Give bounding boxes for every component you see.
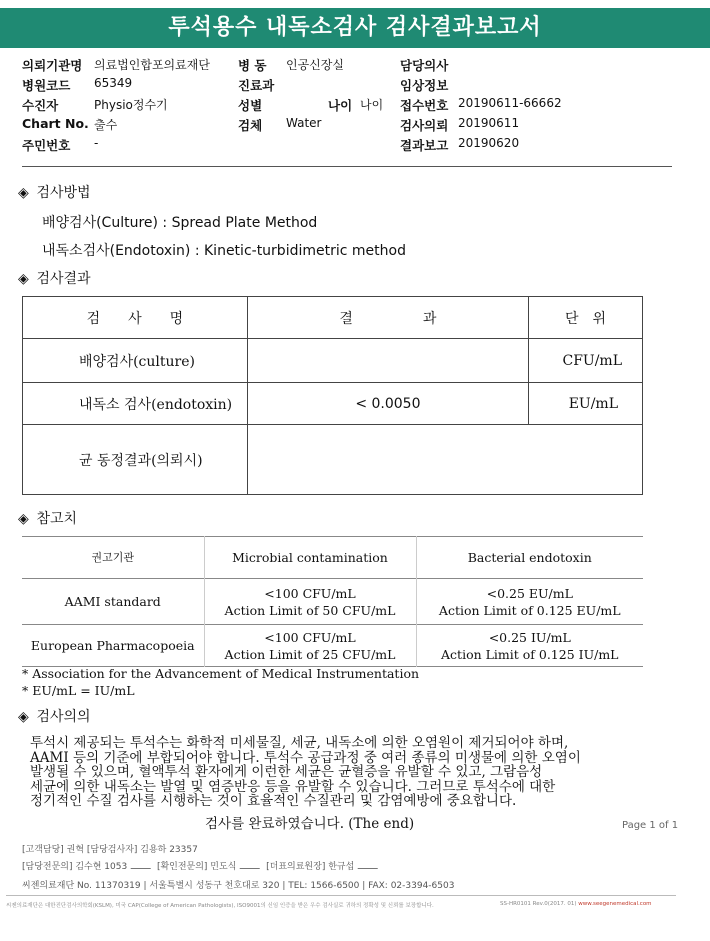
org-cell: European Pharmacopoeia <box>30 638 195 653</box>
specimen-value: Water <box>286 116 322 130</box>
info-row-rrn <box>22 136 692 154</box>
age-label: 나이 <box>328 98 353 113</box>
chart-label: Chart No. <box>22 116 89 131</box>
rrn-label: 주민번호 <box>22 138 71 153</box>
diamond-bullet-icon: ◈ <box>18 709 29 725</box>
reference-note-aami: * Association for the Advancement of Medical Instrumentation <box>22 666 420 681</box>
reference-heading-text: 참고치 <box>36 511 78 527</box>
signature-icon <box>358 861 381 869</box>
receipt-label: 접수번호 <box>400 98 449 113</box>
col-result: 결 과 <box>247 297 528 339</box>
hospital-code-label: 병원코드 <box>22 78 71 93</box>
diamond-bullet-icon: ◈ <box>18 511 29 527</box>
unit-cell: EU/mL <box>529 383 643 425</box>
opinion-line: 투석시 제공되는 투석수는 화학적 미세물질, 세균, 내독소에 의한 오염원이 제거되어야 하며, <box>30 735 569 751</box>
endotoxin-limit: <0.25 IU/mL <box>488 629 571 645</box>
method-culture: 배양검사(Culture) : Spread Plate Method <box>42 215 318 231</box>
info-row-patient <box>22 96 692 114</box>
footer-accreditation: 씨젠의료재단은 대한진단검사의학회(KSLM), 미국 CAP(College of American Pathologists), ISO9001의 신임 인증을 받은 우수 검사실로 귀하의 정확성 및 신뢰를 보장합니다. <box>6 903 434 909</box>
rrn-value: - <box>94 136 99 150</box>
opinion-paragraph <box>30 736 670 809</box>
footer-form-code: SS-HR0101 Rev.0(2017. 01) <box>500 901 577 907</box>
microbial-action: Action Limit of 25 CFU/mL <box>224 646 396 662</box>
endotoxin-limit: <0.25 EU/mL <box>486 585 573 601</box>
results-header-row <box>23 297 643 339</box>
microbial-limit: <100 CFU/mL <box>264 629 356 645</box>
info-row-hospital-code <box>22 76 692 94</box>
footer-website: www.seegenemedical.com <box>578 901 652 907</box>
reference-header-row <box>22 537 643 579</box>
patient-label: 수진자 <box>22 98 59 113</box>
footer-form-info <box>500 901 652 907</box>
ward-value: 인공신장실 <box>286 58 344 72</box>
result-cell <box>247 339 528 383</box>
completion-text: 검사를 완료하였습니다. (The end) <box>205 816 415 832</box>
page-number: Page 1 of 1 <box>622 820 679 831</box>
test-name-cell: 균 동정결과(의뢰시) <box>23 425 248 495</box>
results-table <box>22 296 643 495</box>
table-row <box>22 579 643 625</box>
clinical-label: 임상정보 <box>400 78 449 93</box>
dept-label: 진료과 <box>238 78 275 93</box>
hospital-code-value: 65349 <box>94 76 133 90</box>
opinion-line: 정기적인 수질 검사를 시행하는 것이 효율적인 수질관리 및 감염예방에 중요합니다. <box>30 793 517 809</box>
col-unit: 단 위 <box>529 297 643 339</box>
opinion-line: 세균에 의한 내독소는 발열 및 염증반응 등을 유발할 수 있습니다. 그러므로 투석수에 대한 <box>30 778 556 795</box>
method-endotoxin: 내독소검사(Endotoxin) : Kinetic-turbidimetric method <box>42 243 406 259</box>
footer-divider <box>6 895 676 896</box>
col-endotoxin: Bacterial endotoxin <box>416 537 643 579</box>
institution-value: 의료법인합포의료재단 <box>94 58 210 72</box>
result-cell: < 0.0050 <box>247 383 528 425</box>
signature-icon <box>240 861 263 869</box>
microbial-cell <box>204 579 416 625</box>
request-label: 검사의뢰 <box>400 118 449 133</box>
diamond-bullet-icon: ◈ <box>18 271 29 287</box>
ward-label: 병 동 <box>238 58 267 73</box>
diamond-bullet-icon: ◈ <box>18 185 29 201</box>
institution-label: 의뢰기관명 <box>22 58 83 73</box>
endotoxin-action: Action Limit of 0.125 EU/mL <box>438 602 621 618</box>
col-microbial: Microbial contamination <box>204 537 416 579</box>
results-heading <box>18 268 91 288</box>
opinion-heading <box>18 706 91 726</box>
footer-specialist-b: [확인전문의] 민도식 <box>156 862 237 872</box>
report-date-label: 결과보고 <box>400 138 449 153</box>
sex-label: 성별 <box>238 98 263 113</box>
doctor-label: 담당의사 <box>400 58 449 73</box>
footer-specialist-c: [더표의료원장] 한규섭 <box>266 862 355 872</box>
info-row-chart <box>22 116 692 134</box>
result-cell <box>247 425 642 495</box>
method-heading-text: 검사방법 <box>36 185 91 201</box>
specimen-label: 검체 <box>238 118 263 133</box>
patient-value: Physio정수기 <box>94 98 168 112</box>
microbial-limit: <100 CFU/mL <box>264 585 356 601</box>
opinion-heading-text: 검사의의 <box>36 709 91 725</box>
age-value: 나이 <box>360 98 384 112</box>
table-row <box>23 383 643 425</box>
receipt-value: 20190611-66662 <box>458 96 562 110</box>
footer-line-staff: [고객담당] 권혁 [담당검사자] 김용하 23357 <box>22 845 198 855</box>
table-row <box>23 425 643 495</box>
signature-icon <box>131 861 154 869</box>
microbial-cell <box>204 625 416 667</box>
report-date-value: 20190620 <box>458 136 520 150</box>
endotoxin-cell <box>416 625 643 667</box>
opinion-line: 발생될 수 있으며, 혈액투석 환자에게 이런한 세균은 균혈증을 유발할 수 있고, 그람음성 <box>30 764 543 780</box>
footer-line-specialists <box>22 859 381 872</box>
reference-table <box>22 536 643 667</box>
table-row <box>22 625 643 667</box>
footer-specialist-a: [담당전문의] 김수현 1053 <box>22 862 128 872</box>
chart-value: 출수 <box>94 118 118 132</box>
method-heading <box>18 182 91 202</box>
opinion-line: AAMI 등의 기준에 부합되어야 합니다. 투석수 공급과정 중 여러 종류의 미생물에 의한 오염이 <box>30 749 581 766</box>
header-divider <box>22 166 672 167</box>
unit-cell: CFU/mL <box>529 339 643 383</box>
report-title: 투석용수 내독소검사 검사결과보고서 <box>0 8 710 48</box>
test-name-cell: 배양검사(culture) <box>23 339 248 383</box>
reference-note-unit: * EU/mL = IU/mL <box>22 683 135 698</box>
col-test-name: 검 사 명 <box>23 297 248 339</box>
microbial-action: Action Limit of 50 CFU/mL <box>224 602 396 618</box>
col-org: 권고기관 <box>91 551 134 564</box>
endotoxin-action: Action Limit of 0.125 IU/mL <box>441 646 619 662</box>
request-value: 20190611 <box>458 116 520 130</box>
info-row-institution <box>22 56 692 74</box>
results-heading-text: 검사결과 <box>36 271 91 287</box>
org-cell: AAMI standard <box>64 594 161 609</box>
test-name-cell: 내독소 검사(endotoxin) <box>23 383 248 425</box>
footer-line-address: 씨젠의료재단 No. 11370319 | 서울특별시 성동구 천호대로 320 | TEL: 1566-6500 | FAX: 02-3394-6503 <box>22 881 455 891</box>
table-row <box>23 339 643 383</box>
endotoxin-cell <box>416 579 643 625</box>
reference-heading <box>18 508 77 528</box>
